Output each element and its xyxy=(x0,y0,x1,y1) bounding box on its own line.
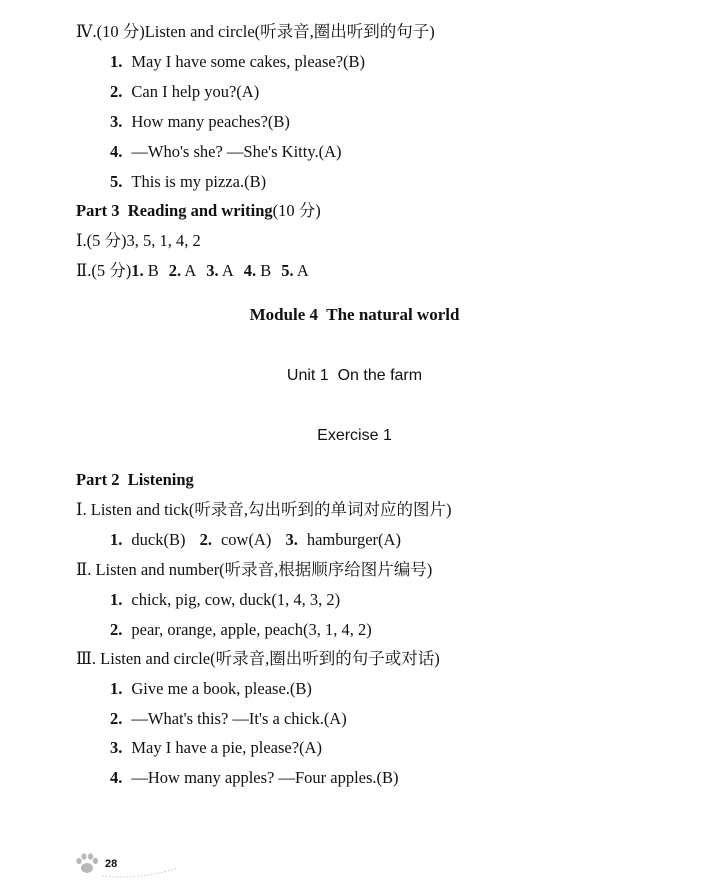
part-3-line-1: Ⅰ.(5 分)3, 5, 1, 4, 2 xyxy=(76,231,201,250)
module-title: Module 4 The natural world xyxy=(249,305,460,324)
unit-title: Unit 1 On the farm xyxy=(286,367,423,384)
section-3-heading: Ⅲ. Listen and circle(听录音,圈出听到的句子或对话) xyxy=(76,649,440,668)
paw-print-icon xyxy=(74,852,100,876)
page-footer xyxy=(74,852,184,880)
list-item: 3. How many peaches?(B) xyxy=(110,112,290,131)
list-item: 4. —How many apples? —Four apples.(B) xyxy=(110,768,399,787)
list-item: 2. pear, orange, apple, peach(3, 1, 4, 2) xyxy=(110,620,372,639)
list-item: 2. —What's this? —It's a chick.(A) xyxy=(110,709,347,728)
list-item: 1. chick, pig, cow, duck(1, 4, 3, 2) xyxy=(110,590,341,609)
list-item: 4. —Who's she? —She's Kitty.(A) xyxy=(110,142,342,161)
page-number: 28 xyxy=(105,858,118,870)
footer-swoosh xyxy=(100,866,180,880)
part-3-line-2: Ⅱ.(5 分)1. B 2. A 3. A 4. B 5. A xyxy=(76,261,309,280)
list-item: 3. May I have a pie, please?(A) xyxy=(110,738,322,757)
exercise-title: Exercise 1 xyxy=(317,427,392,444)
section-1-answers: 1. duck(B) 2. cow(A) 3. hamburger(A) xyxy=(110,530,401,549)
part-2-heading: Part 2 Listening xyxy=(76,470,194,489)
section-1-heading: Ⅰ. Listen and tick(听录音,勾出听到的单词对应的图片) xyxy=(76,500,452,519)
section-4-heading: Ⅳ.(10 分)Listen and circle(听录音,圈出听到的句子) xyxy=(76,22,435,41)
list-item: 1. May I have some cakes, please?(B) xyxy=(110,52,366,71)
section-2-heading: Ⅱ. Listen and number(听录音,根据顺序给图片编号) xyxy=(76,560,433,579)
part-3-heading: Part 3 Reading and writing(10 分) xyxy=(76,201,321,220)
list-item: 2. Can I help you?(A) xyxy=(110,82,260,101)
list-item: 1. Give me a book, please.(B) xyxy=(110,679,312,698)
list-item: 5. This is my pizza.(B) xyxy=(110,172,267,191)
